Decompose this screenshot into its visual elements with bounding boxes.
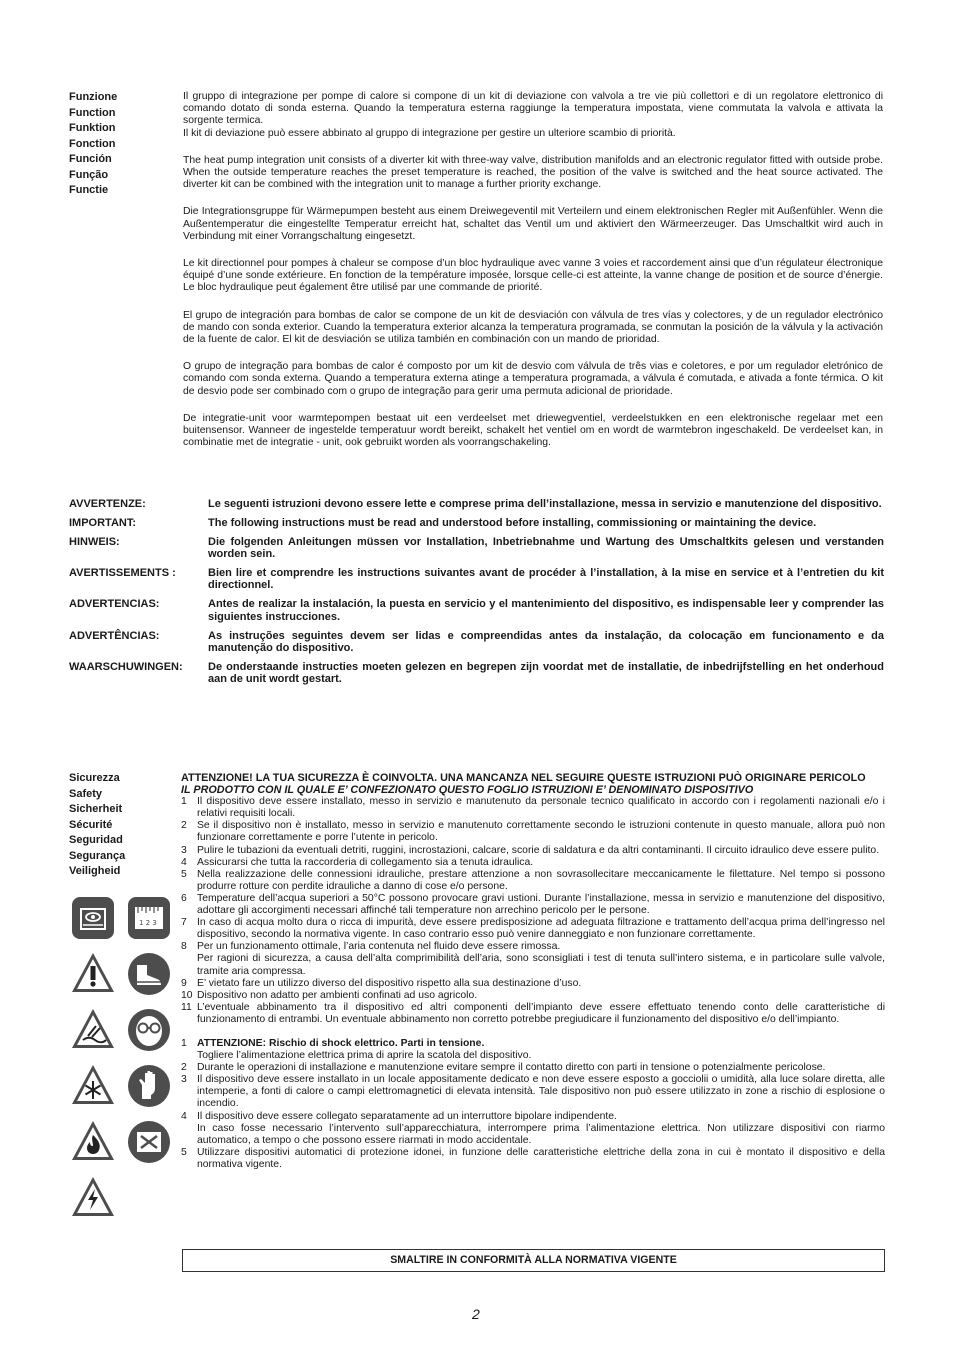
section-label: Seguridad [69,834,123,846]
electric-warning-heading: ATTENZIONE: Rischio di shock elettrico. Parti in tensione. [197,1037,485,1049]
warning-text: Die folgenden Anleitungen müssen vor Installation, Inbetriebnahme und Wartung des Umschaltkits gelesen und verstanden worden sein. [208,536,884,561]
warning-row [69,498,884,510]
item-text: Se il dispositivo non è installato, messo in servizio e manutenuto correttamente secondo le istruzioni contenute in questo manuale, allora può non funzionare correttamente e porre l’utente in pericolo. [197,820,885,844]
warning-text: The following instructions must be read and understood before installing, commissioning or maintaining the device. [208,517,817,529]
safety-goggles-icon [126,1007,172,1053]
svg-text:1 2 3: 1 2 3 [139,919,157,927]
disposal-note: SMALTIRE IN CONFORMITÀ ALLA NORMATIVA VIGENTE [182,1249,885,1272]
function-section-labels [69,90,174,199]
item-text: Il dispositivo deve essere installato, messo in servizio e manutenuto da personale tecnico qualificato in accordo con i regolamenti nazionali e/o i relativi requisiti locali. [197,796,885,820]
list-item [181,893,885,917]
electric-list-item [181,1147,885,1171]
list-item [181,857,885,869]
item-text: Il dispositivo deve essere collegato separatamente ad un interruttore bipolare indipendente. In caso fosse necessario l’intervento sull’apparecchiatura, interrompere prima l’alimentazione elettrica. Non utilizzare dispositivi con riarmo automatico, a tempo o che possono essere riarmati in modo accidentale. [197,1110,885,1146]
warning-text: De onderstaande instructies moeten gelezen en begrepen zijn voordat met de installatie, de inbedrijfstelling en het onderhoud aan de unit wordt gestart. [208,660,884,686]
item-text: L’eventuale abbinamento tra il dispositivo ed altri componenti dell’impianto deve essere effettuato tenendo conto delle caratteristiche di funzionamento di entrambi. Un eventuale abbinamento non corretto potrebbe pregiudicare il funzionamento del dispositivo e/o dell’impianto. [197,1001,885,1025]
warning-label: AVVERTENZE: [69,498,146,510]
item-text: Togliere l’alimentazione elettrica prima di aprire la scatola del dispositivo. [197,1050,532,1062]
item-number: 1 [181,796,187,808]
attention-rest: LA TUA SICUREZZA È COINVOLTA. UNA MANCANZA NEL SEGUIRE QUESTE ISTRUZIONI PUÒ ORIGINARE PERICOLO [252,772,866,784]
warning-label: IMPORTANT: [69,517,137,529]
attention-bold: ATTENZIONE! [181,772,253,784]
item-number: 1 [181,1037,187,1049]
warning-label: ADVERTENCIAS: [69,598,160,611]
item-number: 2 [181,1062,187,1074]
warnings-block [69,498,884,692]
freezing-warning-icon [70,1062,116,1108]
hot-liquid-warning-icon [70,1006,116,1052]
paragraph-en: The heat pump integration unit consists of a diverter kit with three-way valve, distribution manifolds and an electronic regulator fitted with outside probe. When the outside temperature reaches the preset temperature is reached, the position of the valve is switched and the heat source activated. The diverter kit can be combined with the integration unit to manage a further priority exchange. [183,154,883,191]
item-number: 6 [181,892,187,904]
page-number: 2 [472,1306,480,1322]
item-number: 3 [181,844,187,856]
electric-list-item [181,1038,885,1062]
warning-row [69,630,884,654]
item-number: 3 [181,1074,187,1086]
flammable-warning-icon [70,1118,116,1164]
section-label: Funzione [69,91,118,103]
section-label: Sicherheit [69,803,123,815]
item-text: In caso di acqua molto dura o ricca di impurità, deve essere predisposizione ad adeguata filtrazione e trattamento dell’acqua prima dell’ingresso nel dispositivo, secondo la normativa vigente. In caso contrario esso può venire danneggiato e non funzionare correttamente. [197,917,885,941]
paragraph-fr: Le kit directionnel pour pompes à chaleur se compose d’un bloc hydraulique avec vanne 3 voies et raccordement ainsi que d’un régulateur électronique équipé d’une sonde extérieure. En fonction de la température imposée, lorsque celle-ci est atteinte, la vanne change de position et de source d’énergie. Le bloc hydraulique peut également être utilisé par une commande de priorité. [183,258,883,294]
list-item [181,941,885,977]
section-label: Fonction [69,137,116,150]
attention-heading [181,772,885,784]
list-item [181,869,885,893]
warning-label: AVERTISSEMENTS : [69,567,176,580]
item-text: Assicurarsi che tutta la raccorderia di collegamento sia a tenuta idraulica. [197,856,534,868]
product-line: IL PRODOTTO CON IL QUALE E’ CONFEZIONATO QUESTO FOGLIO ISTRUZIONI E’ DENOMINATO DISPOSITIVO [181,784,754,797]
section-label: Función [69,153,112,165]
item-number: 5 [181,1146,187,1158]
item-text: Utilizzare dispositivi automatici di protezione idonei, in funzione delle caratteristiche elettriche della zona in cui è montato il dispositivo e della normativa vigente. [197,1146,885,1170]
warning-row [69,598,884,622]
item-text: Il dispositivo deve essere installato in un locale appositamente dedicato e non deve essere esposto a gocciolii o umidità, alla luce solare diretta, alle intemperie, a fonti di calore o campi elettromagnetici di elevata intensità. Tale dispositivo non può essere utilizzato in zone a rischio di esplosione o incendio. [197,1074,885,1110]
item-text: Pulire le tubazioni da eventuali detriti, ruggini, incrostazioni, calcare, scorie di saldatura e da altri contaminanti. Il circuito idraulico deve essere pulito. [197,844,880,856]
ruler-icon [126,895,172,941]
list-item [181,978,885,990]
paragraph-de: Die Integrationsgruppe für Wärmepumpen besteht aus einem Dreiwegeventil mit Verteilern und einem elektronischen Regler mit Außenfühler. Wenn die Außentemperatur die eingestellte Temperatur erreicht hat, schaltet das Ventil um und aktiviert den Wärmeerzeuger. Das Umschaltkit wird auch in Verbindung mit einer Vorrangschaltung eingesetzt. [183,206,883,242]
paragraph-it: Il gruppo di integrazione per pompe di calore si compone di un kit di deviazione con valvola a tre vie più collettori e di un regolatore elettronico di comando dotato di sonda esterna. Quando la temperatura esterna raggiunge la temperatura impostata, viene commutata la valvola e attivata la sorgente termica. Il kit di deviazione può essere abbinato al gruppo di integrazione per gestire un ulteriore scambio di priorità. [183,91,883,139]
item-text: E’ vietato fare un utilizzo diverso del dispositivo rispetto alla sua destinazione d’uso. [197,977,582,989]
section-label: Função [69,168,109,181]
item-number: 9 [181,977,187,989]
electric-shock-warning-icon [70,1174,116,1220]
item-text: Dispositivo non adatto per ambienti confinati ad uso agricolo. [197,989,478,1001]
item-number: 10 [181,989,193,1001]
item-number: 4 [181,856,187,868]
electric-list-item [181,1062,885,1074]
safety-shoe-icon [126,951,172,997]
warning-row [69,536,884,560]
warning-text: Bien lire et comprendre les instructions suivantes avant de procéder à l’installation, à la mise en service et à l’entretien du kit directionnel. [208,567,884,592]
list-item [181,917,885,941]
warning-text: As instruções seguintes devem ser lidas e compreendidas antes da instalação, da colocação em funcionamento e da manutenção do dispositivo. [208,629,884,654]
list-item [181,796,885,820]
function-description [183,91,883,464]
item-number: 7 [181,917,187,929]
warning-text: Antes de realizar la instalación, la puesta en servicio y el mantenimiento del dispositivo, es indispensable leer y comprender las siguientes instrucciones. [208,598,884,623]
section-label: Safety [69,787,103,800]
warning-text: Le seguenti istruzioni devono essere lette e comprese prima dell’installazione, messa in servizio e manutenzione del dispositivo. [208,498,882,510]
item-number: 4 [181,1110,187,1122]
warning-label: ADVERTÊNCIAS: [69,629,160,642]
warning-label: WAARSCHUWINGEN: [69,660,183,673]
item-text: Durante le operazioni di installazione e manutenzione evitare sempre il contatto diretto con parti in tensione o potenzialmente pericolose. [197,1062,826,1074]
warning-row [69,517,884,529]
item-text: Temperature dell’acqua superiori a 50°C possono provocare gravi ustioni. Durante l’installazione, messa in servizio e manutenzione del dispositivo, adottare gli accorgimenti necessari affinché tali temperature non arrechino pericolo per le persone. [197,892,885,917]
read-manual-icon [70,895,116,941]
list-item [181,990,885,1002]
paragraph-nl: De integratie-unit voor warmtepompen bestaat uit een verdeelset met driewegventiel, verdeelstukken en een elektronische regelaar met een buitensensor. Wanneer de ingestelde temperatuur wordt bereikt, schakelt het ventiel om en wordt de warmtebron ingeschakeld. De verdeelset kan, in combinatie met de integratie - unit, ook gebruikt worden als voorrangschakeling. [183,412,883,449]
paragraph-pt: O grupo de integração para bombas de calor é composto por um kit de desvio com válvula de três vias e coletores, e por um regulador eletrónico de comando com sonda externa. Quando a temperatura externa atinge a temperatura programada, a válvula é comutada, e ativada a fonte térmica. O kit de desvio pode ser combinado com o grupo de integração para gerir uma permuta adicional de prioridade. [183,361,883,397]
list-item [181,845,885,857]
section-label: Sécurité [69,818,113,831]
section-label: Functie [69,184,109,196]
warning-label: HINWEIS: [69,536,120,548]
item-number: 11 [181,1001,192,1013]
safety-gloves-icon [126,1063,172,1109]
warning-row [69,567,884,591]
list-item [181,820,885,844]
paragraph-es: El grupo de integración para bombas de calor se compone de un kit de desviación con válvula de tres vías y colectores, y de un regulador electrónico de mando con sonda exterior. Cuando la temperatura exterior alcanza la temperatura programada, se conmutan la posición de la válvula y la activación de la fuente de calor. El kit de desviación se utiliza también en combinación con un mando de prioridad. [183,309,883,346]
item-number: 2 [181,820,187,832]
item-number: 8 [181,941,187,953]
electric-list-item [181,1111,885,1147]
section-label: Function [69,106,116,119]
item-text: Per un funzionamento ottimale, l’aria contenuta nel fluido deve essere rimossa. Per ragioni di sicurezza, a causa dell’alta comprimibilità dell’aria, sono sconsigliati i test di tenuta sull’intero sistema, e in particolare sulle valvole, tramite aria compressa. [197,941,885,977]
warning-row [69,661,884,685]
list-item [181,1002,885,1026]
section-label: Veiligheid [69,865,121,877]
general-warning-icon [70,950,116,996]
section-label: Segurança [69,849,126,862]
electric-list-item [181,1074,885,1110]
safety-section-labels [69,771,174,880]
safety-instructions [181,772,885,1171]
section-label: Funktion [69,122,116,134]
item-number: 5 [181,868,187,880]
item-text: Nella realizzazione delle connessioni idrauliche, prestare attenzione a non sovrasollecitare meccanicamente le filettature. Nel tempo si possono produrre rotture con perdite idrauliche a danno di cose e/o persone. [197,868,885,892]
tools-icon [126,1119,172,1165]
section-label: Sicurezza [69,772,120,784]
